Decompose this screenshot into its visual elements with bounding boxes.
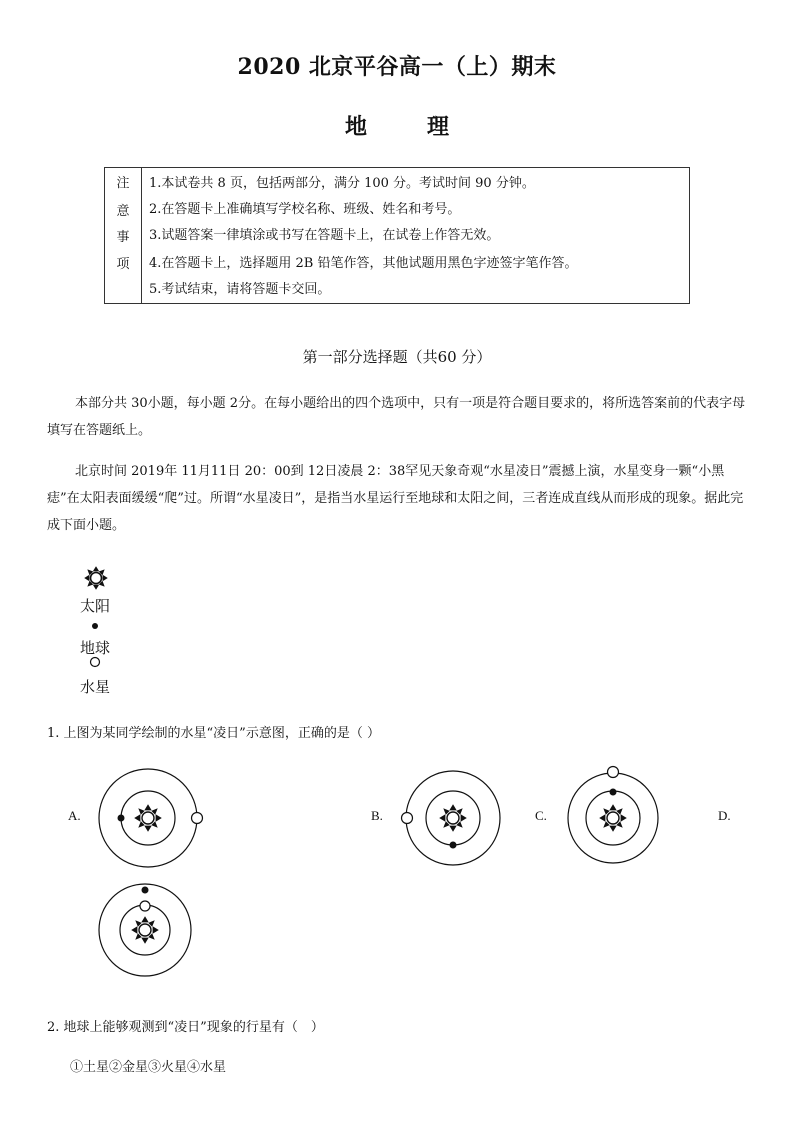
subject-title	[0, 110, 794, 141]
mercury-circle-icon	[89, 656, 101, 668]
legend-sun-label: 太阳	[80, 597, 111, 615]
notice-heading-char: 注	[116, 176, 130, 191]
diagram-option-c	[560, 764, 670, 870]
notice-item: 1.本试卷共 8 页，包括两部分，满分 100 分。考试时间 90 分钟。	[149, 176, 535, 191]
notice-item: 3.试题答案一律填涂或书写在答题卡上，在试卷上作答无效。	[149, 228, 500, 243]
instruction-paragraph	[47, 390, 747, 444]
option-d-label: D.	[718, 808, 731, 823]
question-2: 2. 地球上能够观测到“凌日”现象的行星有（ ）	[47, 1020, 324, 1035]
passage-text: 北京时间 2019年 11月11日 20：00到 12日凌晨 2：38罕见天象奇观“水星凌日”震撼上演，水星变身一颗“小黑痣”在太阳表面缓缓“爬”过。所谓“水星凌日”，是指当水星运行至地球和太阳之间，三者连成直线从而形成的现象。据此完成下面小题。	[47, 464, 744, 533]
question-1: 1. 上图为某同学绘制的水星“凌日”示意图，正确的是（ ）	[47, 726, 380, 741]
notice-item: 5.考试结束，请将答题卡交回。	[149, 282, 331, 297]
diagram-option-a	[95, 768, 205, 868]
notice-item: 2.在答题卡上准确填写学校名称、班级、姓名和考号。	[149, 202, 461, 217]
notice-item: 4.在答题卡上，选择题用 2B 铅笔作答，其他试题用黑色字迹签字笔作答。	[149, 256, 578, 271]
notice-heading-char: 项	[116, 257, 130, 272]
notice-heading-column	[105, 168, 142, 303]
instruction-text: 本部分共 30小题，每小题 2分。在每小题给出的四个选项中，只有一项是符合题目要求的，将所选答案前的代表字母填写在答题纸上。	[47, 396, 746, 438]
notice-box	[104, 167, 690, 304]
option-c-label: C.	[535, 808, 547, 823]
earth-dot-icon	[90, 621, 100, 631]
subject-char: 地	[344, 114, 367, 140]
notice-heading-char: 意	[116, 204, 130, 219]
page-title: 2020 北京平谷高一（上）期末	[237, 54, 557, 80]
section-title: 第一部分选择题（共60 分）	[302, 348, 492, 366]
legend-earth-label: 地球	[80, 639, 111, 657]
passage-paragraph	[47, 458, 747, 539]
sun-icon	[80, 563, 112, 593]
question-2-choices: ①土星②金星③火星④水星	[70, 1060, 227, 1075]
option-b-label: B.	[371, 808, 383, 823]
legend-mercury-label: 水星	[80, 678, 111, 696]
diagram-option-d	[95, 878, 205, 978]
subject-char: 理	[427, 114, 450, 140]
option-a-label: A.	[68, 808, 81, 823]
notice-heading-char: 事	[116, 230, 130, 245]
diagram-option-b	[400, 768, 510, 868]
